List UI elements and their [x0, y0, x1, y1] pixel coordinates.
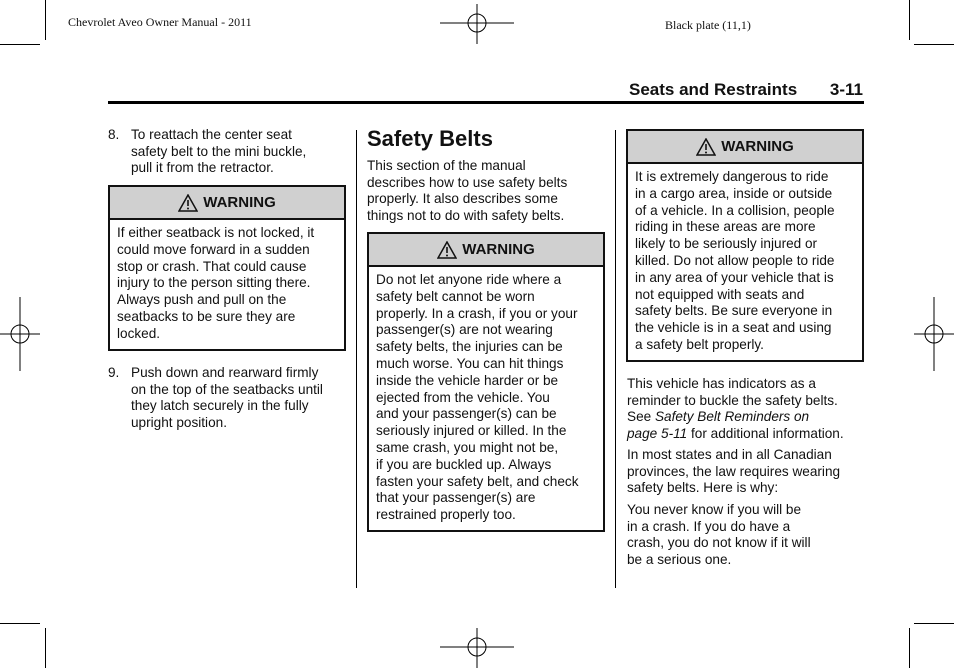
- warning-body: [110, 220, 344, 349]
- column-divider: [615, 130, 616, 588]
- warning-triangle-icon: [437, 241, 457, 259]
- text-line: properly. It also describes some: [367, 191, 558, 206]
- text-line: safety belt cannot be worn: [376, 288, 535, 304]
- text-line: that your passenger(s) are: [376, 490, 536, 506]
- registration-mark-icon: [914, 297, 954, 371]
- text-line: not equipped with seats and: [635, 286, 805, 302]
- text-line: be a serious one.: [627, 551, 732, 567]
- text-line: on the top of the seatbacks until: [131, 381, 323, 397]
- text-line: See: [627, 409, 655, 424]
- text-line: likely to be seriously injured or: [635, 236, 818, 252]
- text-line: seatbacks to be sure they are: [117, 308, 296, 324]
- text-line: In most states and in all Canadian: [627, 447, 832, 462]
- warning-title: WARNING: [203, 194, 276, 211]
- text-line: If either seatback is not locked, it: [117, 225, 315, 240]
- text-line: if you are buckled up. Always: [376, 456, 552, 472]
- registration-mark-icon: [0, 297, 40, 371]
- warning-box: [367, 232, 605, 532]
- warning-header: [628, 131, 862, 164]
- text-line: properly. In a crash, if you or your: [376, 305, 578, 321]
- text-line: It is extremely dangerous to ride: [635, 169, 829, 184]
- text-line: in any area of your vehicle that is: [635, 269, 834, 285]
- warning-box: [108, 185, 346, 351]
- crash-paragraph: [627, 502, 867, 568]
- step-8: [108, 127, 348, 177]
- text-line: provinces, the law requires wearing: [627, 463, 841, 479]
- text-line: Push down and rearward firmly: [131, 365, 319, 380]
- crop-mark: [45, 628, 46, 668]
- text-line: Do not let anyone ride where a: [376, 272, 562, 287]
- text-line: safety belts. Here is why:: [627, 480, 779, 495]
- cross-reference-link[interactable]: Safety Belt Reminders on: [654, 409, 810, 424]
- crop-mark: [0, 623, 40, 624]
- text-line: same crash, you might not be,: [376, 439, 559, 455]
- text-line: killed. Do not allow people to ride: [635, 252, 835, 268]
- crop-mark: [914, 44, 954, 45]
- text-line: This vehicle has indicators as a: [627, 376, 816, 391]
- text-line: You never know if you will be: [627, 502, 802, 517]
- registration-mark-icon: [440, 4, 514, 44]
- column-divider: [356, 130, 357, 588]
- text-line: To reattach the center seat: [131, 127, 292, 142]
- text-line: reminder to buckle the safety belts.: [627, 392, 838, 408]
- warning-title: WARNING: [462, 241, 535, 258]
- text-line: seriously injured or killed. In the: [376, 423, 567, 439]
- warning-box: [626, 129, 864, 362]
- text-line: Always push and pull on the: [117, 292, 287, 308]
- intro-paragraph: [367, 158, 607, 224]
- text-line: safety belts, the injuries can be: [376, 339, 563, 355]
- print-header-title: Chevrolet Aveo Owner Manual - 2011: [68, 15, 252, 29]
- text-line: the vehicle is in a seat and using: [635, 320, 832, 336]
- reminder-paragraph: [627, 376, 867, 442]
- text-line: for additional information.: [687, 425, 844, 441]
- text-line: inside the vehicle harder or be: [376, 372, 559, 388]
- page-header: [629, 80, 863, 100]
- text-line: could move forward in a sudden: [117, 241, 310, 257]
- print-plate-label: Black plate (11,1): [665, 18, 751, 32]
- column-1: [108, 127, 348, 177]
- text-line: much worse. You can hit things: [376, 355, 564, 371]
- step-number: 9.: [108, 365, 120, 380]
- warning-triangle-icon: [696, 138, 716, 156]
- text-line: crash, you do not know if it will: [627, 535, 811, 550]
- text-line: pull it from the retractor.: [131, 160, 274, 175]
- law-paragraph: [627, 447, 867, 497]
- text-line: in a cargo area, inside or outside: [635, 185, 833, 201]
- section-title: Seats and Restraints: [628, 80, 798, 99]
- cross-reference-page-link[interactable]: page 5-11: [627, 425, 688, 441]
- text-line: locked.: [117, 325, 161, 341]
- warning-header: [110, 187, 344, 220]
- crop-mark: [909, 0, 910, 40]
- text-line: in a crash. If you do have a: [627, 518, 791, 534]
- warning-triangle-icon: [178, 194, 198, 212]
- text-line: describes how to use safety belts: [367, 174, 568, 190]
- text-line: safety belts. Be sure everyone in: [635, 303, 833, 319]
- step-number: 8.: [108, 127, 120, 142]
- crop-mark: [0, 44, 40, 45]
- text-line: safety belt to the mini buckle,: [131, 143, 307, 159]
- warning-header: [369, 234, 603, 267]
- text-line: they latch securely in the fully: [131, 398, 309, 413]
- text-line: a safety belt properly.: [635, 336, 764, 352]
- text-line: stop or crash. That could cause: [117, 258, 307, 274]
- text-line: of a vehicle. In a collision, people: [635, 202, 835, 218]
- warning-body: [628, 164, 862, 360]
- text-line: injury to the person sitting there.: [117, 275, 311, 291]
- section-heading: Safety Belts: [367, 126, 493, 151]
- text-line: riding in these areas are more: [635, 219, 816, 235]
- text-line: This section of the manual: [367, 158, 526, 173]
- text-line: and your passenger(s) can be: [376, 406, 557, 422]
- text-line: ejected from the vehicle. You: [376, 389, 550, 405]
- page-number: 3-11: [829, 80, 863, 99]
- step-9: [108, 365, 348, 431]
- crop-mark: [914, 623, 954, 624]
- warning-body: [369, 267, 603, 530]
- warning-title: WARNING: [721, 138, 794, 155]
- crop-mark: [45, 0, 46, 40]
- text-line: restrained properly too.: [376, 507, 516, 523]
- text-line: fasten your safety belt, and check: [376, 473, 579, 489]
- text-line: passenger(s) are not wearing: [376, 322, 553, 338]
- crop-mark: [909, 628, 910, 668]
- header-rule: [108, 101, 864, 104]
- text-line: upright position.: [131, 414, 227, 430]
- text-line: things not to do with safety belts.: [367, 207, 565, 223]
- registration-mark-icon: [440, 628, 514, 668]
